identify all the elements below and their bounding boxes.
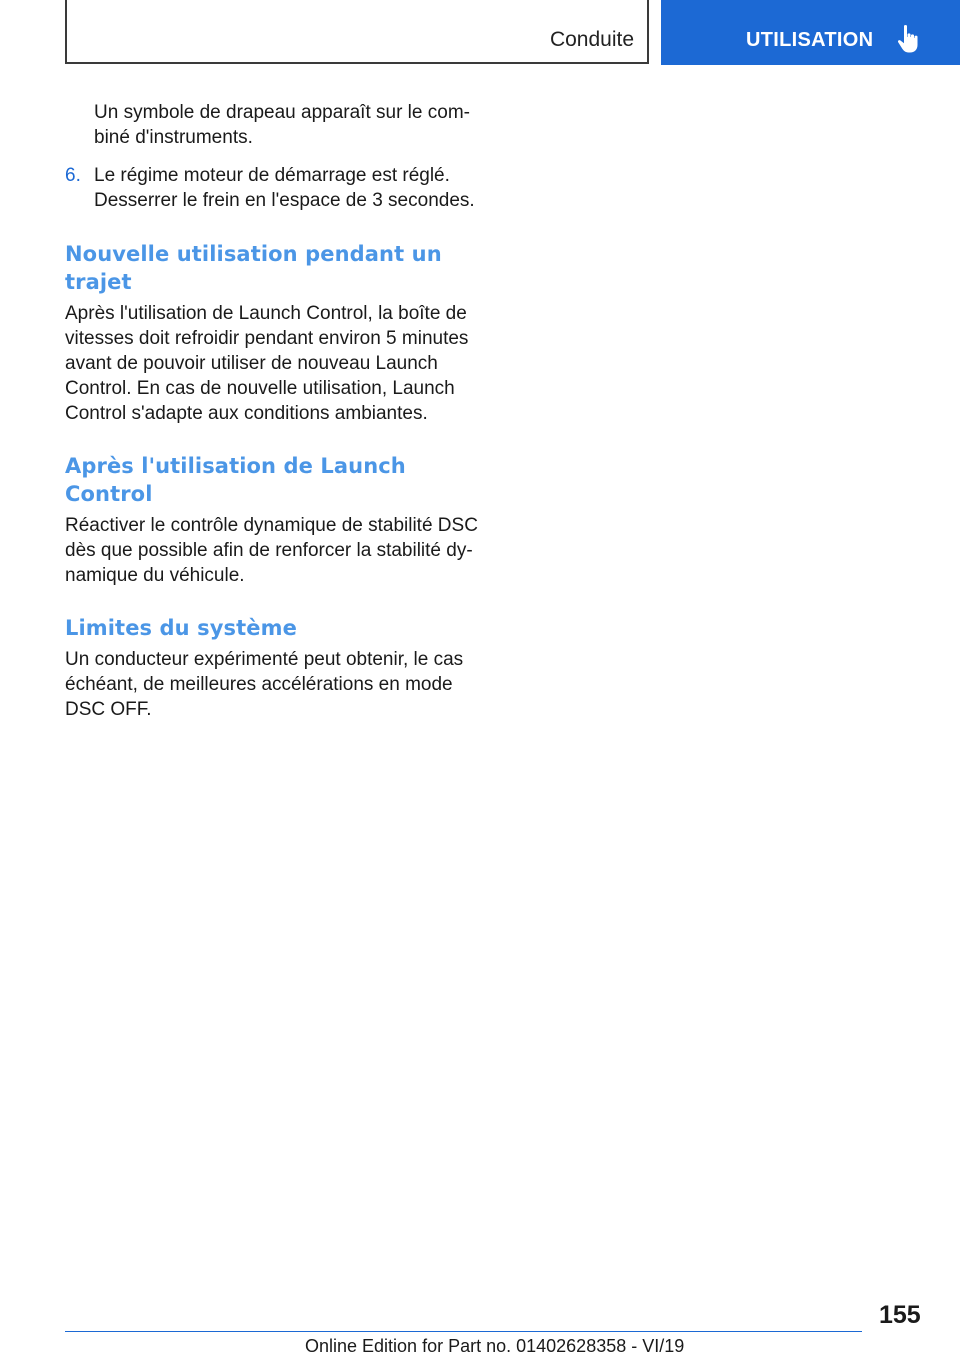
footer-divider	[65, 1331, 862, 1332]
header-chapter-tab	[661, 0, 960, 65]
step-text: Le régime moteur de démarrage est réglé. Desserrer le frein en l'espace de 3 secondes.	[94, 165, 475, 211]
hand-pointer-icon	[896, 24, 922, 54]
step-continuation-text: Un symbole de drapeau apparaît sur le combiné d'instruments.	[94, 102, 470, 148]
page-content	[65, 100, 485, 722]
heading-apres-launch-control: Après l'utilisation de Launch Control	[65, 454, 406, 506]
page-number: 155	[879, 1301, 921, 1329]
header-section-tab	[65, 0, 649, 64]
paragraph-nouvelle-utilisation: Après l'utilisation de Launch Control, la boîte de vitesses doit refroidir pendant environ 5 minutes avant de pouvoir utiliser de nouveau Launch Control. En cas de nouvelle utilisation, Launch Control s'adapte aux conditions ambiantes.	[65, 303, 469, 424]
heading-limites-systeme: Limites du système	[65, 616, 297, 640]
footer-edition-text: Online Edition for Part no. 01402628358 - VI/19	[305, 1336, 685, 1356]
step-number: 6.	[65, 165, 81, 186]
heading-nouvelle-utilisation: Nouvelle utilisation pendant un trajet	[65, 242, 442, 294]
paragraph-limites-systeme: Un conducteur expérimenté peut obtenir, le cas échéant, de meilleures accélérations en mode DSC OFF.	[65, 649, 464, 720]
chapter-title: UTILISATION	[746, 29, 874, 51]
paragraph-apres-launch-control: Réactiver le contrôle dynamique de stabilité DSC dès que possible afin de renforcer la stabilité dynamique du véhicule.	[65, 515, 478, 586]
step-6	[65, 163, 485, 213]
section-title: Conduite	[549, 28, 634, 51]
